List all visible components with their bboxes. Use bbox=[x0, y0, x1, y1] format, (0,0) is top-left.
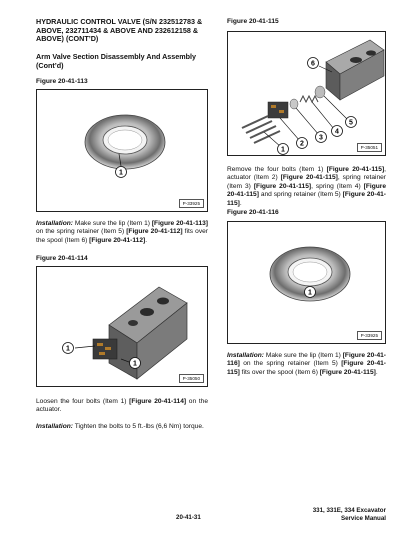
callout-number: 1 bbox=[119, 169, 123, 177]
page-number: 20-41-31 bbox=[176, 514, 201, 521]
figure-115-label: Figure 20-41-115 bbox=[227, 18, 279, 25]
callout-number: 1 bbox=[66, 345, 70, 353]
model-name: 331, 331E, 334 Excavator bbox=[312, 507, 386, 514]
callout-number: 5 bbox=[349, 119, 353, 127]
installation-note-3: Installation: Make sure the lip (Item 1) [Figure 20-41-116] on the spring retainer (Item 5) [Figure 20-41-115] fits over the spool (Item 6) [Figure 20-41-115]. bbox=[227, 352, 386, 376]
figure-114-photo bbox=[36, 266, 208, 387]
figure-116-photo bbox=[227, 221, 386, 344]
subsection-heading: Arm Valve Section Disassembly And Assembly (Cont’d) bbox=[36, 52, 197, 70]
installation-note-1: Installation: Make sure the lip (Item 1) [Figure 20-41-113] on the spring retainer (Item 5) [Figure 20-41-112] fits over the spool (Item 6) [Figure 20-41-112]. bbox=[36, 220, 208, 244]
callout-number: 4 bbox=[335, 128, 339, 136]
callout-number: 2 bbox=[300, 140, 304, 148]
remove-parts-text: Remove the four bolts (Item 1) [Figure 20-41-115], actuator (Item 2) [Figure 20-41-115], spring retainer (Item 3) [Figure 20-41-115], spring (Item 4) [Figure 20-41-115] and spring retainer (Item 5) [Figure 20-41-115]. bbox=[227, 166, 386, 207]
spring-retainer-illustration bbox=[228, 222, 385, 343]
section-heading: HYDRAULIC CONTROL VALVE (S/N 232512783 & ABOVE, 232711434 & ABOVE AND 232612158 & ABOVE) (CONT’D) bbox=[36, 17, 203, 44]
photo-number: P-35051 bbox=[357, 143, 382, 152]
callout-number: 1 bbox=[308, 289, 312, 297]
callout-number: 6 bbox=[311, 60, 315, 68]
manual-title bbox=[256, 507, 386, 522]
installation-note-2: Installation: Tighten the bolts to 5 ft.-lbs (6,6 Nm) torque. bbox=[36, 423, 204, 430]
callout-number: 3 bbox=[319, 134, 323, 142]
figure-116-label: Figure 20-41-116 bbox=[227, 209, 279, 216]
photo-number: P-33925 bbox=[179, 199, 204, 208]
figure-113-label: Figure 20-41-113 bbox=[36, 78, 88, 85]
figure-114-label: Figure 20-41-114 bbox=[36, 255, 88, 262]
photo-number: P-35050 bbox=[179, 374, 204, 383]
manual-name: Service Manual bbox=[340, 514, 386, 522]
callout-number: 1 bbox=[281, 146, 285, 154]
loosen-bolts-text: Loosen the four bolts (Item 1) [Figure 20-41-114] on the actuator. bbox=[36, 398, 208, 414]
photo-number: P-33925 bbox=[357, 331, 382, 340]
spring-retainer-illustration bbox=[37, 90, 207, 211]
figure-113-photo bbox=[36, 89, 208, 212]
actuator-bolts-illustration bbox=[37, 267, 207, 386]
figure-115-photo bbox=[227, 31, 386, 156]
exploded-actuator-illustration bbox=[228, 32, 385, 155]
callout-number: 1 bbox=[133, 360, 137, 368]
